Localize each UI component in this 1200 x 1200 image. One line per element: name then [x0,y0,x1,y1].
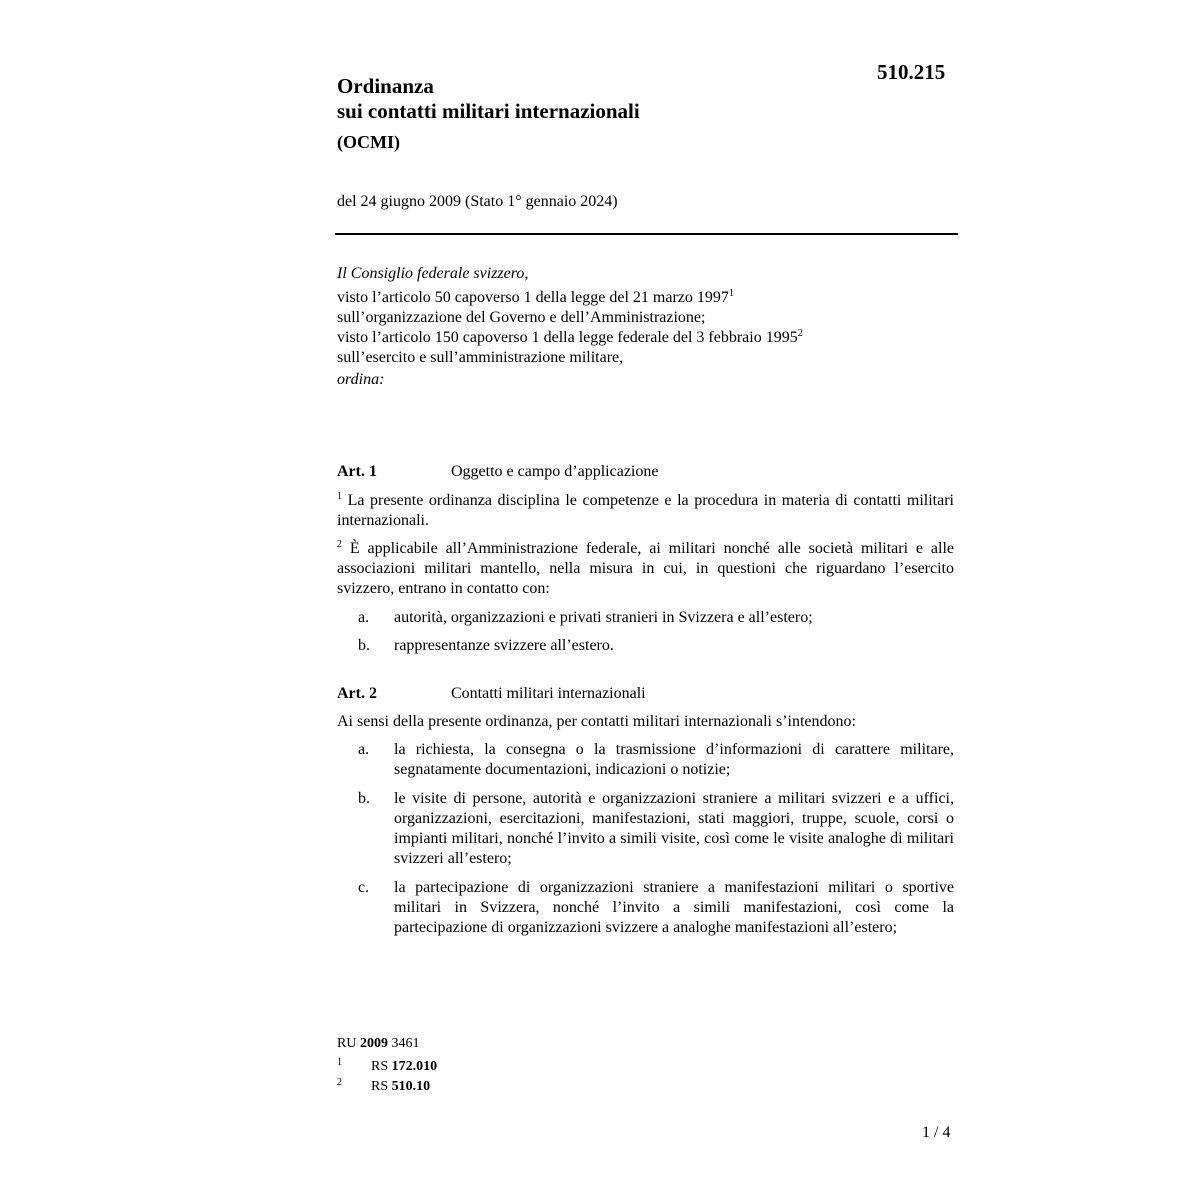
article-1-item-b [358,636,954,656]
article-2-title: Contatti militari internazionali [451,685,646,702]
preamble [337,264,957,390]
article-2-item-b [358,789,954,869]
preamble-line-2: sull’organizzazione del Governo e dell’Amministrazione; [337,309,706,326]
article-1-paragraph-1: $^1$ La presente ordinanza disciplina le competenze e la procedura in materia di contatti militari internazionali. [337,491,955,529]
official-collection-ref: RU 2009 3461 [337,1036,420,1051]
item-letter: a. [358,741,370,758]
footnote-ref-2[interactable]: 2 [797,328,803,339]
item-text: la partecipazione di organizzazioni straniere a manifestazioni militari o sportive militari in Svizzera, nonché l’invito a simili manifestazioni, così come la partecipazione di organizzazioni svizzere a analoghe manifestazioni all’estero; [394,879,954,936]
item-text: le visite di persone, autorità e organizzazioni straniere a militari svizzeri e a uffici, organizzazioni, esercitazioni, manifestazioni, stati maggiori, truppe, scuole, corsi o impianti militari, nonché l’invito a simili visite, così come le visite analoghe di militari svizzeri all’estero; [394,790,954,867]
item-letter: c. [358,879,370,896]
item-letter: a. [358,609,370,626]
article-1-paragraph-2: $^2$ È applicabile all’Amministrazione federale, ai militari nonché alle società militari e alle associazioni militari mantello, nella misura in cui, in questioni che riguardano l’esercito svizzero, entrano in contatto con: [337,539,954,597]
preamble-line-3: visto l’articolo 150 capoverso 1 della legge federale del 3 febbraio 1995$^2$ [337,328,803,346]
footnote-link[interactable]: 510.10 [391,1079,431,1094]
article-1-label: Art. 1 [337,463,377,480]
article-2-item-a [358,740,954,780]
item-text: autorità, organizzazioni e privati stranieri in Svizzera e all’estero; [394,609,813,626]
item-letter: b. [358,637,370,654]
article-1-item-a [358,608,954,628]
document-date: del 24 giugno 2009 (Stato 1° gennaio 2024) [337,193,618,210]
article-2-intro: Ai sensi della presente ordinanza, per contatti militari internazionali s’intendono: [337,713,856,730]
preamble-line-4: sull’esercito e sull’amministrazione militare, [337,349,624,366]
preamble-council: Il Consiglio federale svizzero, [337,265,529,282]
footnote-number: 2 [337,1077,342,1088]
footnote-2: 2 RS 510.10 [337,1077,431,1094]
title-abbreviation: (OCMI) [337,132,400,152]
paragraph-number: 1 [337,491,342,502]
document-title [337,74,640,155]
document-number: 510.215 [877,60,946,84]
footnote-ref-1[interactable]: 1 [728,288,734,299]
item-text: rappresentanze svizzere all’estero. [394,637,614,654]
article-1-title: Oggetto e campo d’applicazione [451,463,659,480]
title-line-1: Ordinanza [337,74,434,98]
article-2-heading [337,685,646,703]
preamble-line-1: visto l’articolo 50 capoverso 1 della legge del 21 marzo 1997$^1$ [337,288,734,306]
page-number: 1 / 4 [922,1124,951,1141]
article-2-label: Art. 2 [337,685,377,702]
article-1-heading [337,463,658,481]
item-text: la richiesta, la consegna o la trasmissione d’informazioni di carattere militare, segnatamente documentazioni, indicazioni o notizie; [394,741,954,778]
item-letter: b. [358,790,370,807]
title-line-2: sui contatti militari internazionali [337,99,640,123]
footnote-number: 1 [337,1057,342,1068]
paragraph-number: 2 [337,539,342,550]
footnote-1: 1 RS 172.010 [337,1057,438,1074]
footnote-link[interactable]: 172.010 [391,1059,438,1074]
preamble-orders: ordina: [337,371,385,388]
header-divider [335,233,958,235]
article-2-item-c [358,878,954,938]
